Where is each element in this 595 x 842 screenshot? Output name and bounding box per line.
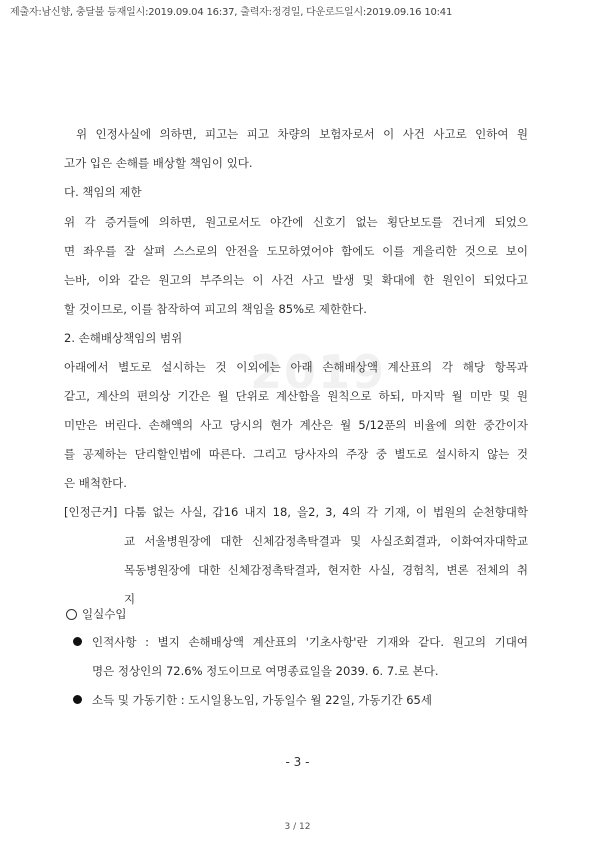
paragraph-line: 를 공제하는 단리할인법에 따른다. 그리고 당사자의 주장 중 별도로 설시하지 않는 것 [64, 447, 528, 461]
paragraph-line: 아래에서 별도로 설시하는 것 이외에는 아래 손해배상액 계산표의 각 해당 항목과 [64, 360, 528, 374]
watermark: 2019 [250, 345, 387, 399]
document-header: 제출자:남신향, 충달불 등재일시:2019.09.04 16:37, 출력자:정경일, 다운로드일시:2019.09.16 10:41 [10, 7, 453, 18]
open-circle-icon [66, 609, 77, 620]
paragraph-line: 는바, 이와 같은 원고의 부주의는 이 사건 사고 발생 및 확대에 한 원인이 되었다고 [64, 273, 528, 287]
paragraph-line: 면 좌우를 잘 살펴 스스로의 안전을 도모하였어야 함에도 이를 게을리한 것으로 보이 [64, 244, 528, 258]
paragraph-line: 위 각 증거들에 의하면, 원고로서도 야간에 신호기 없는 횡단보도를 건너게 되었으 [64, 215, 528, 229]
filled-circle-icon [73, 695, 82, 704]
paragraph-line: 은 배척한다. [64, 476, 127, 490]
bullet-line: 인적사항 : 별지 손해배상액 계산표의 '기초사항'란 기재와 같다. 원고의 기대여 [92, 635, 528, 649]
page-counter: 3 / 12 [284, 822, 311, 832]
filled-circle-icon [73, 637, 82, 646]
paragraph-line: 같고, 계산의 편의상 기간은 월 단위로 계산함을 원칙으로 하되, 마지막 월 미만 및 원 [64, 389, 528, 403]
bullet-line: 소득 및 가동기한 : 도시일용노임, 가동일수 월 22일, 가동기간 65세 [92, 693, 432, 707]
basis-line: 다툼 없는 사실, 갑16 내지 18, 을2, 3, 4의 각 기재, 이 법원의 순천향대학 [124, 505, 528, 519]
paragraph-line: 할 것이므로, 이를 참작하여 피고의 책임을 85%로 제한한다. [64, 302, 367, 316]
section-heading: 다. 책임의 제한 [64, 185, 142, 199]
basis-label: [인정근거] [64, 505, 118, 519]
subsection-heading: 일실수입 [82, 607, 127, 621]
basis-line: 교 서울병원장에 대한 신체감정촉탁결과 및 사실조회결과, 이화여자대학교 [124, 534, 528, 548]
page-number: - 3 - [285, 755, 310, 769]
bullet-line: 명은 정상인의 72.6% 정도이므로 여명종료일을 2039. 6. 7.로 본다. [92, 664, 439, 678]
section-heading: 2. 손해배상책임의 범위 [64, 331, 183, 345]
basis-line: 지 [124, 592, 136, 606]
paragraph-line: 고가 입은 손해를 배상할 책임이 있다. [64, 156, 253, 170]
basis-line: 목동병원장에 대한 신체감정촉탁결과, 현저한 사실, 경험칙, 변론 전체의 취 [124, 563, 528, 577]
paragraph-line: 위 인정사실에 의하면, 피고는 피고 차량의 보험자로서 이 사건 사고로 인하여 원 [76, 127, 528, 141]
paragraph-line: 미만은 버린다. 손해액의 사고 당시의 현가 계산은 월 5/12푼의 비율에 의한 중간이자 [64, 418, 528, 432]
